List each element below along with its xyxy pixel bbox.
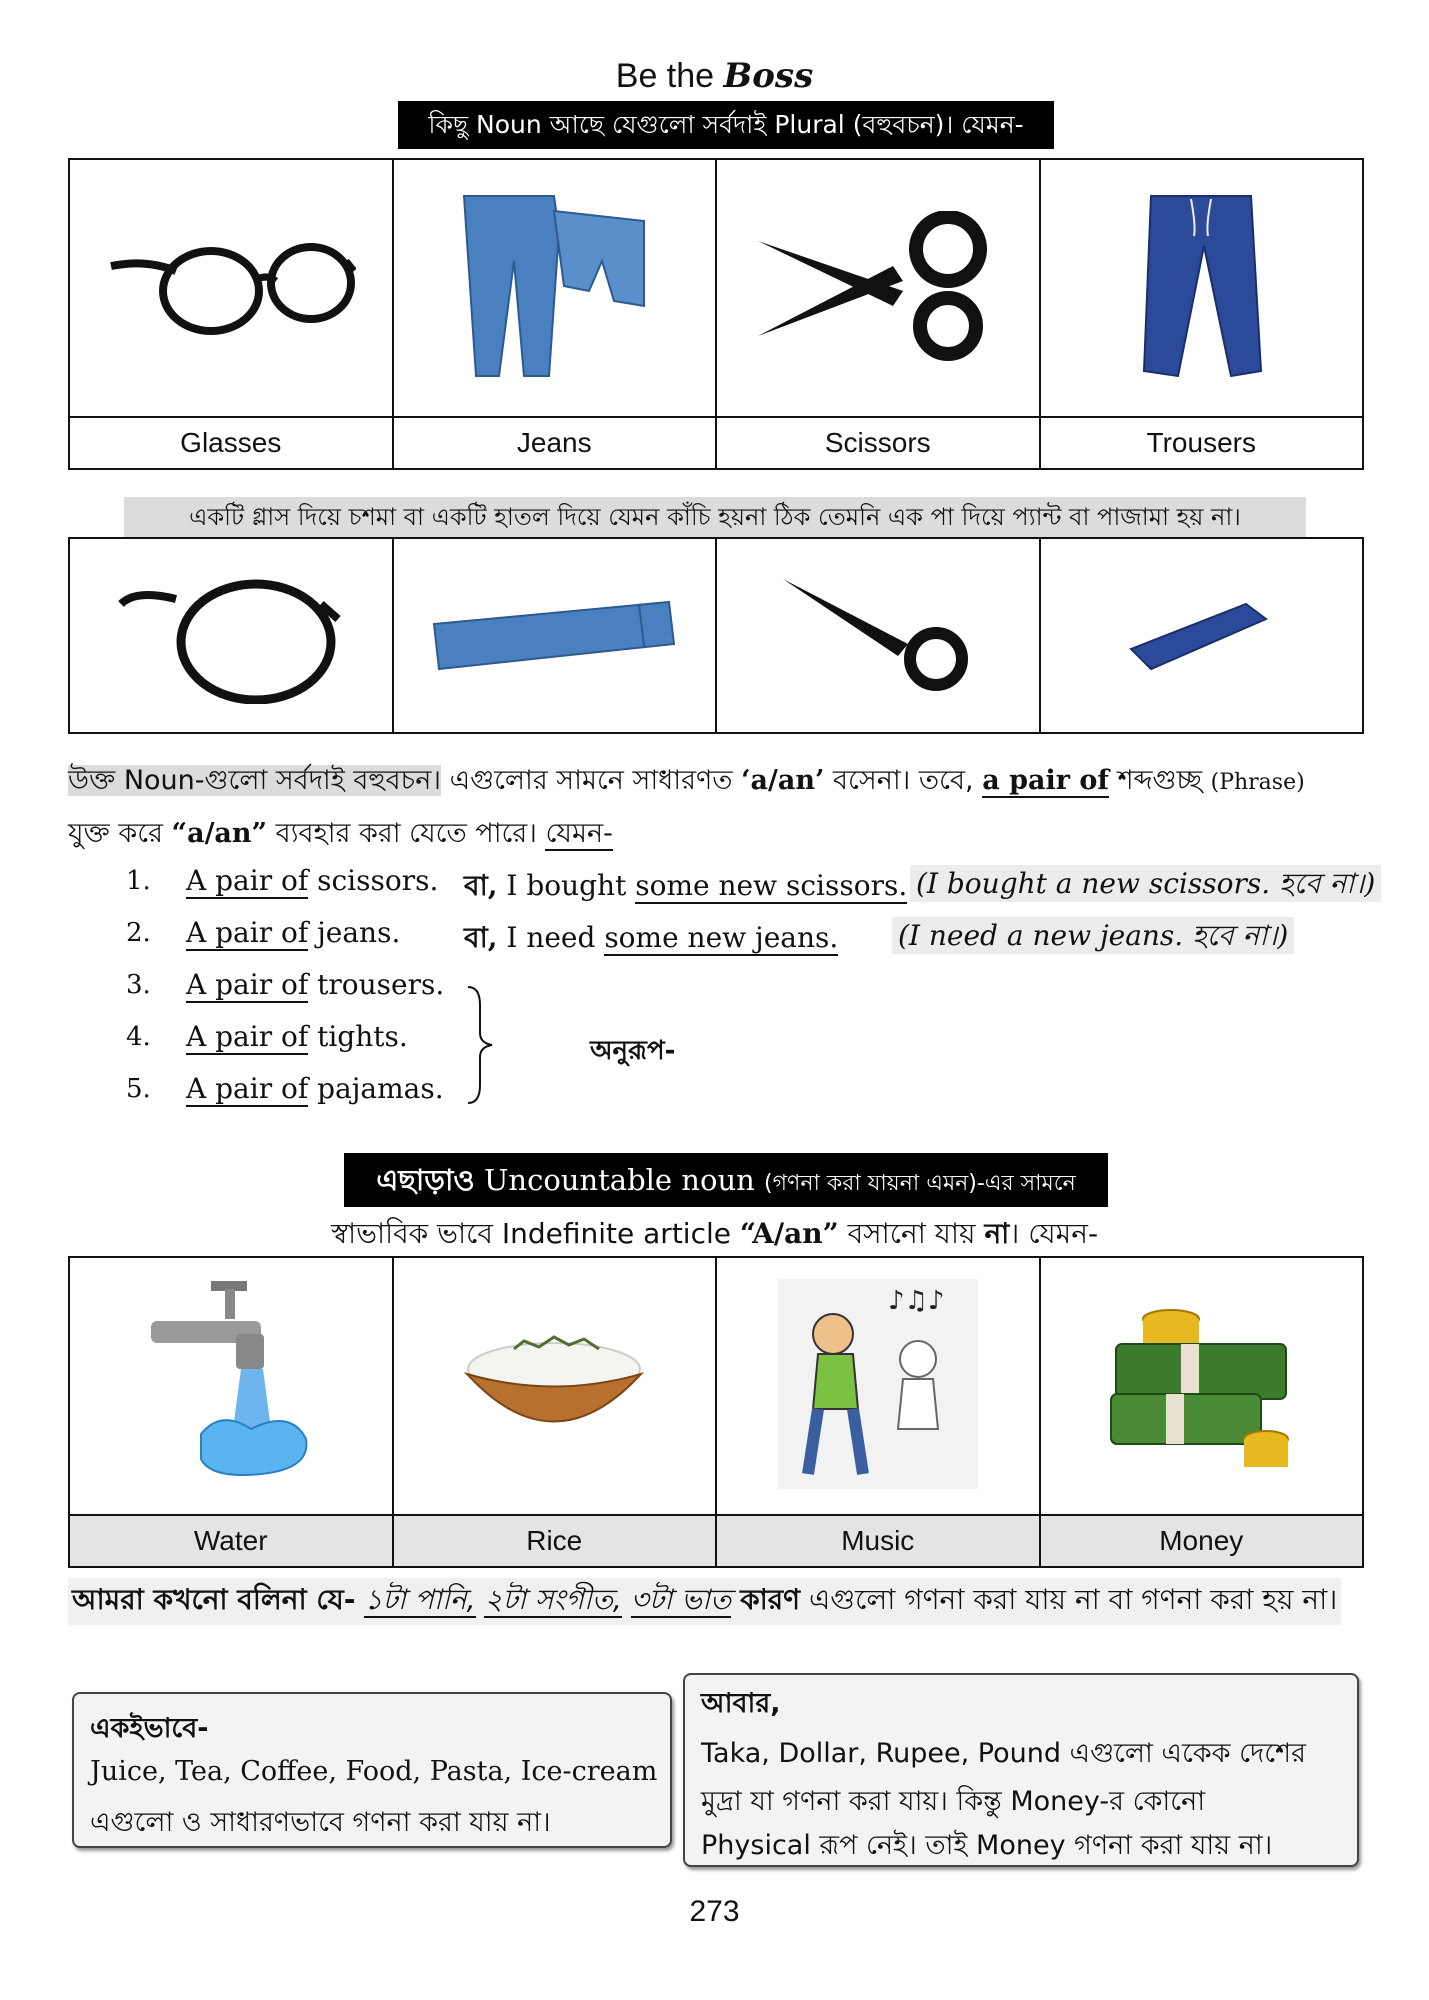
trousers-icon bbox=[1136, 191, 1266, 381]
rule-text: বসেনা। তবে, bbox=[824, 765, 983, 796]
explanation-line: একটি গ্লাস দিয়ে চশমা বা একটি হাতল দিয়ে যেমন কাঁচি হয়না ঠিক তেমনি এক পা দিয়ে প্যান্ট বা পাজামা হয় না। bbox=[124, 497, 1306, 537]
jeans-leg-icon bbox=[429, 584, 679, 684]
glasses-image-cell bbox=[69, 159, 393, 417]
rice-bowl-icon bbox=[459, 1319, 649, 1449]
money-icon bbox=[1101, 1289, 1301, 1479]
water-image-cell bbox=[69, 1257, 393, 1515]
glasses-icon bbox=[106, 231, 356, 341]
list-number: 2. bbox=[126, 918, 151, 948]
list-number: 1. bbox=[126, 866, 151, 896]
page-number: 273 bbox=[689, 1895, 740, 1928]
rule-line-2 bbox=[68, 813, 1364, 858]
item-label: Scissors bbox=[716, 417, 1040, 469]
never-say-line: আমরা কখনো বলিনা যে- ১টা পানি, ২টা সংগীত, ৩টা ভাত কারণ এগুলো গণনা করা যায় না বা গণনা করা হয় না। bbox=[68, 1578, 1341, 1625]
again-box bbox=[683, 1673, 1359, 1867]
item-label: Money bbox=[1040, 1515, 1364, 1567]
item-label: Glasses bbox=[69, 417, 393, 469]
jeans-image-cell bbox=[393, 159, 717, 417]
half-items-table bbox=[68, 537, 1364, 734]
rule-phrase: (Phrase) bbox=[1210, 770, 1305, 795]
water-tap-icon bbox=[141, 1279, 321, 1489]
rule-text: ব্যবহার করা যেতে পারে। bbox=[267, 818, 546, 849]
box-line: মুদ্রা যা গণনা করা যায়। কিন্তু Money-র কোনো bbox=[701, 1786, 1206, 1817]
box-title: আবার, bbox=[701, 1688, 781, 1719]
box-line: এগুলো ও সাধারণভাবে গণনা করা যায় না। bbox=[90, 1807, 551, 1838]
item-label: Water bbox=[69, 1515, 393, 1567]
rule-text: এগুলোর সামনে সাধারণত bbox=[441, 765, 742, 796]
trousers-image-cell bbox=[1040, 159, 1364, 417]
rule-highlight: উক্ত Noun-গুলো সর্বদাই বহুবচন। bbox=[68, 765, 441, 796]
item-label: Music bbox=[716, 1515, 1040, 1567]
box-title: একইভাবে- bbox=[90, 1713, 209, 1744]
scissors-image-cell bbox=[716, 159, 1040, 417]
list-item: A pair of pajamas. bbox=[186, 1072, 444, 1105]
half-scissors-icon bbox=[778, 574, 978, 694]
rule-example-word: যেমন- bbox=[545, 818, 613, 849]
item-label: Trousers bbox=[1040, 417, 1364, 469]
jeans-icon bbox=[454, 191, 654, 381]
svg-text:♪♫♪: ♪♫♪ bbox=[887, 1286, 945, 1316]
rice-image-cell bbox=[393, 1257, 717, 1515]
half-trousers-cell bbox=[1040, 538, 1364, 733]
box-line: Physical রূপ নেই। তাই Money গণনা করা যায় না। bbox=[701, 1830, 1273, 1861]
half-glasses-cell bbox=[69, 538, 393, 733]
money-image-cell bbox=[1040, 1257, 1364, 1515]
list-item-alt: বা, I need some new jeans. bbox=[464, 921, 839, 954]
rule-a-an: ‘a/an’ bbox=[741, 765, 825, 796]
list-number: 3. bbox=[126, 970, 151, 1000]
plural-intro-heading: কিছু Noun আছে যেগুলো সর্বদাই Plural (বহুবচন)। যেমন- bbox=[398, 101, 1054, 149]
similarly-box bbox=[72, 1692, 672, 1848]
list-item-wrong: (I need a new jeans. হবে না।) bbox=[892, 914, 1294, 961]
rule-text: যুক্ত করে bbox=[68, 818, 172, 849]
list-number: 4. bbox=[126, 1022, 151, 1052]
list-item: A pair of tights. bbox=[186, 1020, 408, 1053]
half-glasses-icon bbox=[116, 564, 346, 704]
item-label: Rice bbox=[393, 1515, 717, 1567]
book-title: Be the Boss bbox=[615, 56, 814, 96]
list-item-alt: বা, I bought some new scissors. bbox=[464, 869, 908, 902]
list-item: A pair of jeans. bbox=[186, 916, 401, 949]
rule-a-an-quoted: “a/an” bbox=[171, 818, 268, 849]
music-dancing-icon bbox=[778, 1279, 978, 1489]
similar-label: অনুরূপ- bbox=[590, 1036, 676, 1066]
rule-text: শব্দগুচ্ছ bbox=[1109, 765, 1211, 796]
list-item: A pair of scissors. bbox=[186, 864, 439, 897]
uncountable-heading: এছাড়াও Uncountable noun (গণনা করা যায়না এমন)-এর সামনে bbox=[344, 1153, 1108, 1207]
item-label: Jeans bbox=[393, 417, 717, 469]
uncountable-items-table bbox=[68, 1256, 1364, 1568]
music-image-cell bbox=[716, 1257, 1040, 1515]
list-item-wrong: (I bought a new scissors. হবে না।) bbox=[910, 862, 1381, 909]
plural-items-table bbox=[68, 158, 1364, 470]
rule-pair-of: a pair of bbox=[982, 765, 1109, 796]
trouser-leg-icon bbox=[1126, 594, 1276, 674]
uncountable-subheading: স্বাভাবিক ভাবে Indefinite article “A/an” বসানো যায় না। যেমন- bbox=[330, 1217, 1099, 1250]
half-jeans-cell bbox=[393, 538, 717, 733]
half-scissors-cell bbox=[716, 538, 1040, 733]
list-item: A pair of trousers. bbox=[186, 968, 445, 1001]
box-line: Juice, Tea, Coffee, Food, Pasta, Ice-cream bbox=[90, 1756, 658, 1787]
scissors-icon bbox=[753, 211, 1003, 361]
rule-line-1 bbox=[68, 760, 1364, 805]
list-number: 5. bbox=[126, 1074, 151, 1104]
curly-brace-icon bbox=[466, 985, 496, 1105]
box-line: Taka, Dollar, Rupee, Pound এগুলো একেক দেশের bbox=[701, 1738, 1306, 1769]
